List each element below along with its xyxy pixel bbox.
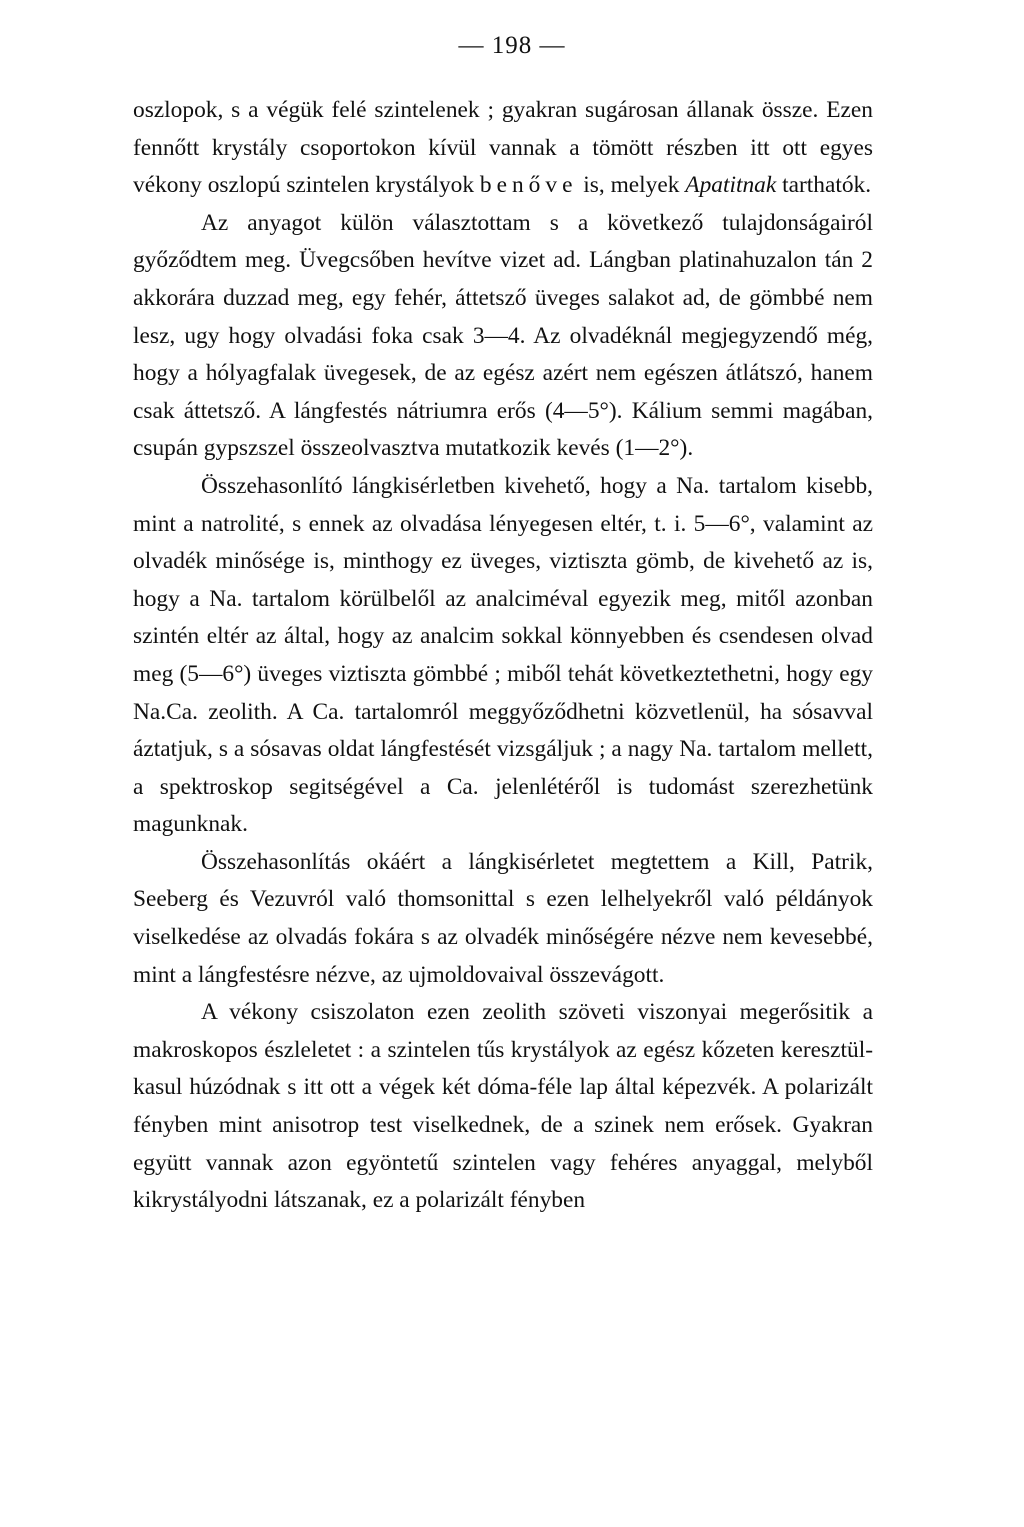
paragraph-5: A vékony csiszolaton ezen zeolith szöveti viszonyai megerősitik a makroskopos észleletet : a szintelen tűs krystályok az egész kőzeten keresztül-kasul húzódnak s itt ott a végek két dóma-féle lap által képezvék. A polarizált fényben mint anisotrop test viselkednek, de a szinek nem erősek. Gyakran együtt vannak azon egyöntetű szintelen vagy fehéres anyaggal, melyből kikrystályodni látszanak, ez a polarizált fényben xyxy=(133,999,873,1214)
paragraph-1 xyxy=(133,92,873,205)
page-number-header: — 198 — xyxy=(458,32,566,59)
paragraph-1-text-c: tarthatók. xyxy=(776,172,872,199)
paragraph-1-text-a: oszlopok, s a végük felé szintelenek ; gyakran sugárosan állanak össze. Ezen fennőtt krystály csoportokon kívül vannak a tömött részben itt ott egyes vékony oszlopú szintelen krystályok xyxy=(133,97,873,199)
paragraph-1-spaced-word: benőve xyxy=(479,172,578,199)
paragraph-4: Összehasonlítás okáért a lángkisérletet megtettem a Kill, Patrik, Seeberg és Vezuvról való thomsonittal s ezen lelhelyekről való példányok viselkedése az olvadás fokára s az olvadék minőségére nézve nem kevesebbé, mint a lángfestésre nézve, az ujmoldovaival összevágott. xyxy=(133,848,873,988)
paragraph-1-italic-word: Apatitnak xyxy=(685,172,777,199)
paragraph-1-text-b: is, melyek xyxy=(577,172,686,199)
paragraph-2: Az anyagot külön választottam s a következő tulajdonságairól győződtem meg. Üvegcsőben hevítve vizet ad. Lángban platinahuzalon tán 2 akkorára duzzad meg, egy fehér, áttetsző üveges salakot ad, de gömbbé nem lesz, ugy hogy olvadási foka csak 3—4. Az olvadéknál megjegyzendő még, hogy a hólyagfalak üvegesek, de az egész azért nem egészen átlátszó, hanem csak áttetsző. A lángfestés nátriumra erős (4—5°). Kálium semmi magában, csupán gypszszel összeolvasztva mutatkozik kevés (1—2°). xyxy=(133,209,873,462)
paragraph-3: Összehasonlító lángkisérletben kivehető, hogy a Na. tartalom kisebb, mint a natrolité, s ennek az olvadása lényegesen eltér, t. i. 5—6°, valamint az olvadék minősége is, minthogy ez üveges, viztiszta gömb, de kivehető az is, hogy a Na. tartalom körülbelől az analciméval egyezik meg, mitől azonban szintén eltér az által, hogy az analcim sokkal könnyebben és csendesen olvad meg (5—6°) üveges viztiszta gömbbé ; miből tehát következtethetni, hogy egy Na.Ca. zeolith. A Ca. tartalomról meggyőződhetni közvetlenül, ha sósavval áztatjuk, s a sósavas oldat lángfestését vizsgáljuk ; a nagy Na. tartalom mellett, a spektroskop segitségével a Ca. jelenlétéről is tudomást szerezhetünk magunknak. xyxy=(133,472,873,838)
body-text xyxy=(133,92,873,1220)
